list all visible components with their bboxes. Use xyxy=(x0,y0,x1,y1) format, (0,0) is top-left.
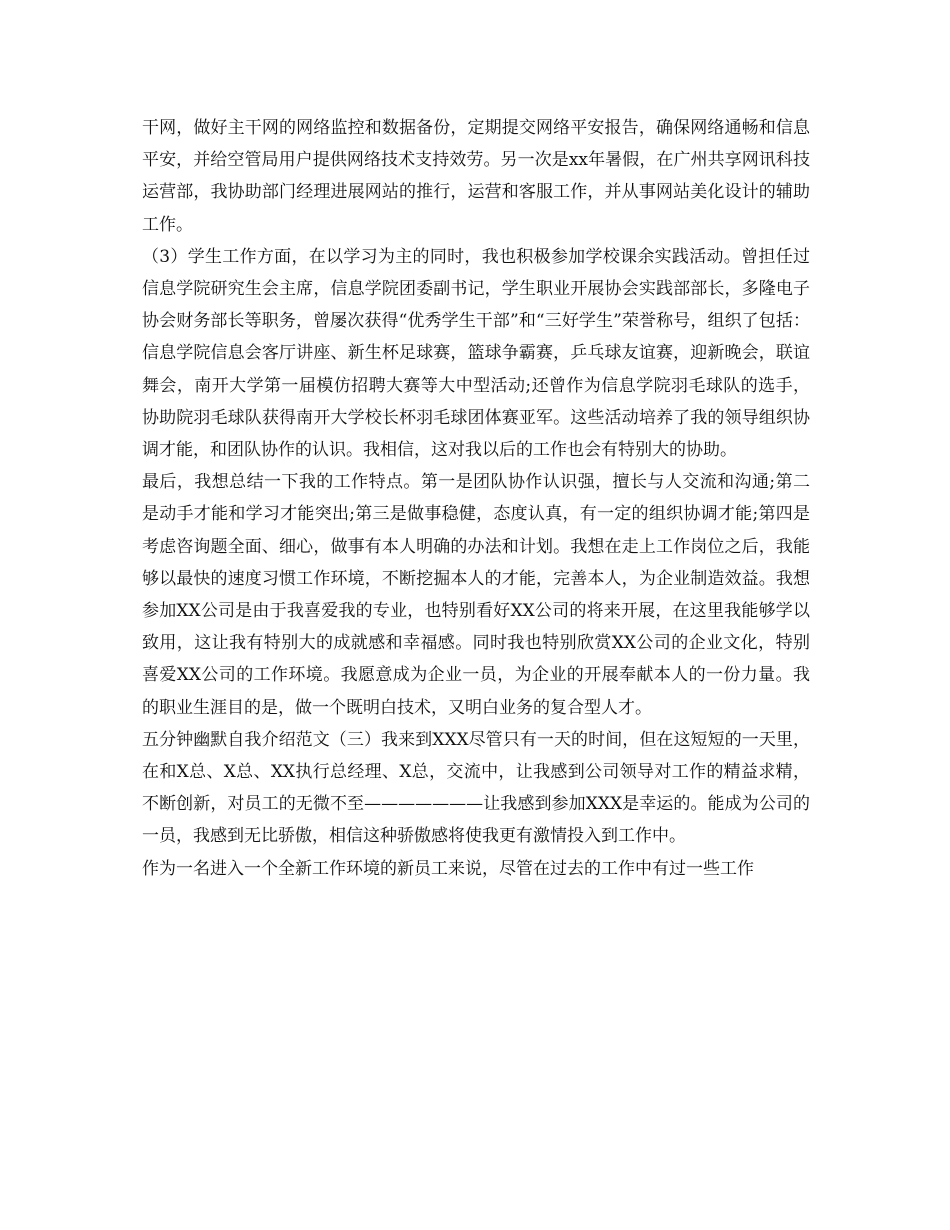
paragraph-student-work: （3）学生工作方面，在以学习为主的同时，我也积极参加学校课余实践活动。曾担任过信息学院研究生会主席，信息学院团委副书记，学生职业开展协会实践部部长，多隆电子协会财务部长等职务，曾屡次获得“优秀学生干部”和“三好学生”荣誉称号，组织了包括：信息学院信息会客厅讲座、新生杯足球赛，篮球争霸赛，乒乓球友谊赛，迎新晚会，联谊舞会，南开大学第一届模仿招聘大赛等大中型活动;还曾作为信息学院羽毛球队的选手，协助院羽毛球队获得南开大学校长杯羽毛球团体赛亚军。这些活动培养了我的领导组织协调才能，和团队协作的认识。我相信，这对我以后的工作也会有特别大的协助。 xyxy=(142,246,810,461)
paragraph-new-employee: 作为一名进入一个全新工作环境的新员工来说，尽管在过去的工作中有过一些工作 xyxy=(142,858,754,879)
paragraph-work-experience: 干网，做好主干网的网络监控和数据备份，定期提交网络平安报告，确保网络通畅和信息平安，并给空管局用户提供网络技术支持效劳。另一次是xx年暑假，在广州共享网讯科技运营部，我协助部门经理进展网站的推行，运营和客服工作，并从事网站美化设计的辅助工作。 xyxy=(142,118,810,235)
document-body xyxy=(142,112,810,885)
paragraph-self-intro-three: 五分钟幽默自我介绍范文（三）我来到XXX尽管只有一天的时间，但在这短短的一天里，在和X总、X总、XX执行总经理、X总，交流中，让我感到公司领导对工作的精益求精，不断创新，对员工的无微不至———————让我感到参加XXX是幸运的。能成为公司的一员，我感到无比骄傲，相信这种骄傲感将使我更有激情投入到工作中。 xyxy=(142,729,810,847)
paragraph-summary: 最后，我想总结一下我的工作特点。第一是团队协作认识强，擅长与人交流和沟通;第二是动手才能和学习才能突出;第三是做事稳健，态度认真，有一定的组织协调才能;第四是考虑咨询题全面、细心，做事有本人明确的办法和计划。我想在走上工作岗位之后，我能够以最快的速度习惯工作环境，不断挖掘本人的才能，完善本人，为企业制造效益。我想参加XX公司是由于我喜爱我的专业，也特别看好XX公司的将来开展，在这里我能够学以致用，这让我有特别大的成就感和幸福感。同时我也特别欣赏XX公司的企业文化，特别喜爱XX公司的工作环境。我愿意成为企业一员，为企业的开展奉献本人的一份力量。我的职业生涯目的是，做一个既明白技术，又明白业务的复合型人才。 xyxy=(142,472,810,718)
